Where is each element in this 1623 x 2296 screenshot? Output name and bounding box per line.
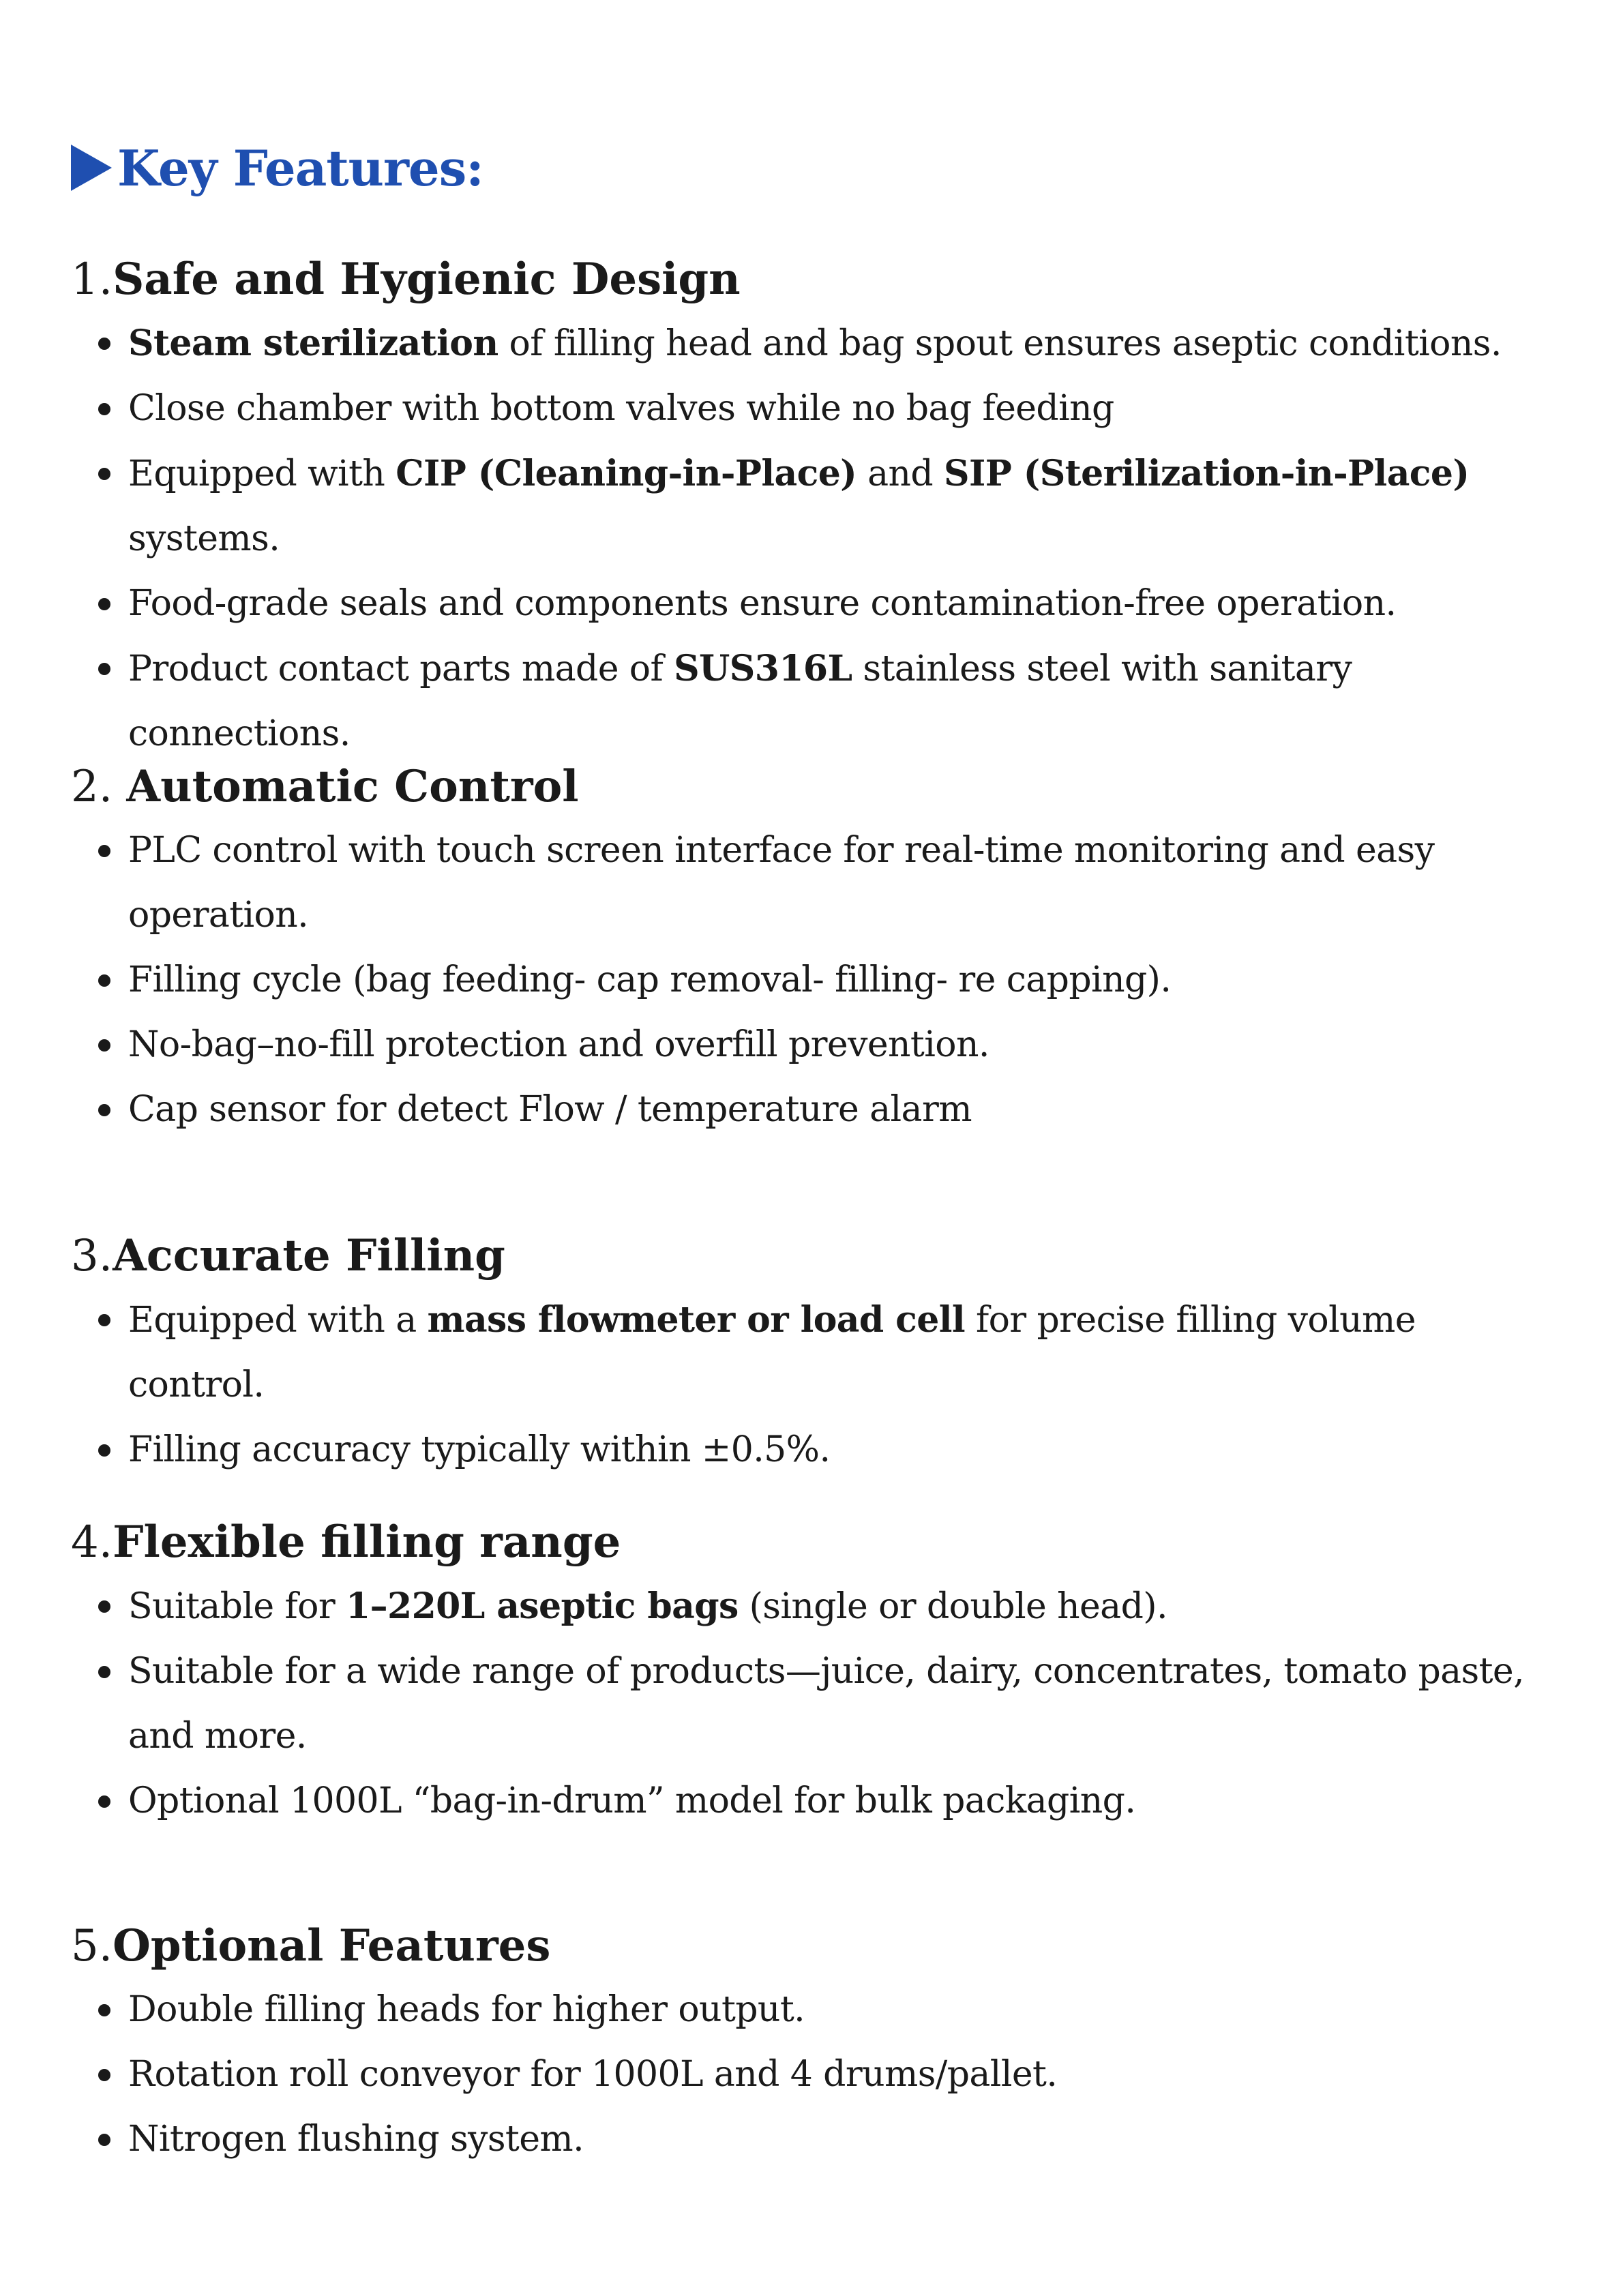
item-text: Product contact parts made of — [128, 648, 674, 689]
bullet-icon — [98, 663, 110, 675]
item-text: stainless steel with sanitary connections. — [128, 648, 1352, 754]
section-number: 4. — [71, 1517, 113, 1568]
bullet-icon — [98, 1314, 110, 1326]
feature-list — [71, 818, 1585, 1142]
section-safe-hygienic-design — [71, 248, 1585, 766]
item-text: Double filling heads for higher output. — [128, 1989, 805, 2030]
emphasis-text: CIP (Cleaning-in-Place) — [396, 453, 857, 494]
list-item — [71, 2107, 1528, 2172]
section-number: 3. — [71, 1231, 113, 1281]
list-item — [71, 571, 1528, 636]
section-automatic-control — [71, 756, 1585, 1142]
section-number: 1. — [71, 254, 113, 305]
item-text: Rotation roll conveyor for 1000L and 4 drums/pallet. — [128, 2054, 1058, 2095]
list-item — [71, 1639, 1528, 1769]
bullet-icon — [98, 1795, 110, 1808]
section-title: Accurate Filling — [113, 1230, 505, 1281]
section-heading — [71, 756, 1585, 818]
section-accurate-filling — [71, 1225, 1585, 1482]
key-features-title: Key Features: — [117, 138, 483, 197]
section-number: 5. — [71, 1921, 113, 1971]
item-text: (single or double head). — [738, 1586, 1167, 1627]
bullet-icon — [98, 1104, 110, 1116]
item-text: Optional 1000L “bag-in-drum” model for bulk packaging. — [128, 1780, 1136, 1821]
section-heading — [71, 1511, 1585, 1574]
list-item — [71, 1769, 1528, 1834]
item-text: Suitable for a wide range of products—juice, dairy, concentrates, tomato paste, and more. — [128, 1651, 1525, 1757]
item-text: Food-grade seals and components ensure contamination-free operation. — [128, 583, 1397, 624]
item-text: Filling accuracy typically within ±0.5%. — [128, 1429, 831, 1470]
list-item — [71, 1574, 1528, 1639]
key-features-heading — [71, 134, 483, 202]
item-text: Cap sensor for detect Flow / temperature alarm — [128, 1089, 972, 1130]
list-item — [71, 441, 1528, 571]
section-flexible-filling-range — [71, 1511, 1585, 1834]
list-item — [71, 2042, 1528, 2107]
list-item — [71, 818, 1528, 948]
bullet-icon — [98, 2069, 110, 2081]
bullet-icon — [98, 338, 110, 350]
bullet-icon — [98, 403, 110, 415]
section-optional-features — [71, 1915, 1585, 2172]
bullet-icon — [98, 598, 110, 610]
list-item — [71, 1978, 1528, 2042]
item-text: Equipped with — [128, 453, 396, 494]
play-triangle-icon — [71, 145, 112, 191]
bullet-icon — [98, 845, 110, 857]
bullet-icon — [98, 1666, 110, 1678]
list-item — [71, 311, 1528, 376]
bullet-icon — [98, 468, 110, 480]
feature-list — [71, 1287, 1585, 1482]
item-text: Equipped with a — [128, 1300, 428, 1341]
emphasis-text: Steam sterilization — [128, 323, 498, 364]
feature-list — [71, 1978, 1585, 2172]
list-item — [71, 1418, 1528, 1482]
section-heading — [71, 248, 1585, 311]
bullet-icon — [98, 974, 110, 987]
list-item — [71, 1013, 1528, 1077]
emphasis-text: mass flowmeter or load cell — [427, 1299, 966, 1341]
emphasis-text: 1–220L aseptic bags — [346, 1585, 739, 1627]
bullet-icon — [98, 1039, 110, 1052]
list-item — [71, 1287, 1528, 1418]
bullet-icon — [98, 2004, 110, 2016]
emphasis-text: SUS316L — [674, 648, 852, 689]
section-title: Optional Features — [113, 1920, 551, 1971]
item-text: for precise filling volume control. — [128, 1300, 1416, 1405]
bullet-icon — [98, 2134, 110, 2146]
section-title: Safe and Hygienic Design — [113, 254, 741, 305]
feature-list — [71, 311, 1585, 766]
feature-list — [71, 1574, 1585, 1834]
section-title: Automatic Control — [126, 761, 579, 812]
list-item — [71, 376, 1528, 441]
list-item — [71, 948, 1528, 1013]
bullet-icon — [98, 1600, 110, 1613]
section-heading — [71, 1915, 1585, 1978]
item-text: systems. — [128, 518, 280, 559]
item-text: PLC control with touch screen interface for real-time monitoring and easy operation. — [128, 830, 1435, 936]
section-number: 2. — [71, 762, 127, 812]
emphasis-text: SIP (Sterilization-in-Place) — [944, 453, 1470, 494]
list-item — [71, 636, 1528, 766]
item-text: No-bag–no-fill protection and overfill prevention. — [128, 1024, 989, 1065]
section-title: Flexible filling range — [113, 1517, 621, 1568]
item-text: of filling head and bag spout ensures aseptic conditions. — [498, 323, 1502, 364]
list-item — [71, 1077, 1528, 1142]
item-text: Filling cycle (bag feeding- cap removal- filling- re capping). — [128, 959, 1172, 1000]
section-heading — [71, 1225, 1585, 1287]
item-text: and — [857, 453, 944, 494]
item-text: Close chamber with bottom valves while no bag feeding — [128, 388, 1114, 429]
bullet-icon — [98, 1444, 110, 1457]
item-text: Suitable for — [128, 1586, 346, 1627]
item-text: Nitrogen flushing system. — [128, 2119, 584, 2160]
